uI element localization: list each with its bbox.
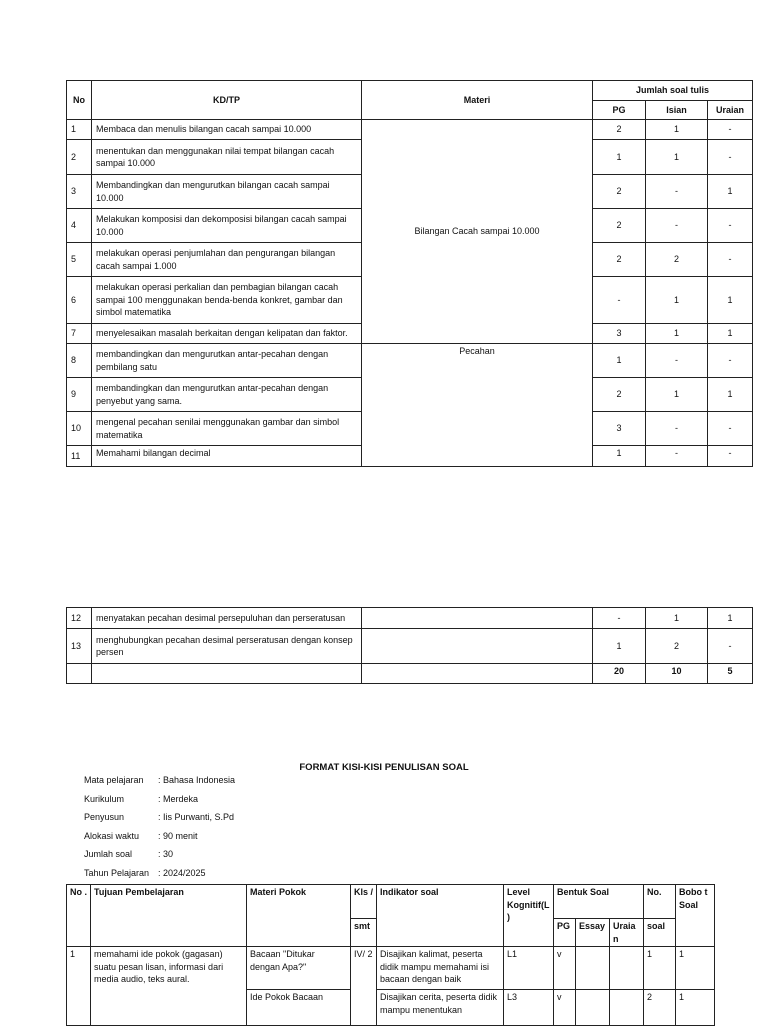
row-pg: 2 [593, 120, 646, 140]
meta-row [84, 867, 235, 886]
row-no: 1 [67, 947, 91, 1026]
header-tujuan: Tujuan Pembelajaran [91, 885, 247, 947]
row-uraian: - [708, 140, 753, 175]
header-essay: Essay [576, 919, 610, 947]
row-essay [576, 947, 610, 990]
row-kd: Memahami bilangan decimal [92, 446, 362, 467]
row-pg: 3 [593, 324, 646, 344]
format-title: FORMAT KISI-KISI PENULISAN SOAL [299, 762, 469, 773]
row-isian: 1 [646, 120, 708, 140]
row-no: 1 [67, 120, 92, 140]
total-pg: 20 [593, 664, 646, 684]
row-pg: 2 [593, 378, 646, 412]
header-smt: smt [351, 919, 377, 947]
meta-key: Alokasi waktu [84, 830, 140, 841]
table-row [67, 608, 753, 629]
row-kd: melakukan operasi perkalian dan pembagian bilangan cacah sampai 100 menggunakan benda-benda konkret, gambar dan simbol matematika [92, 277, 362, 324]
row-essay [576, 990, 610, 1026]
table-row [67, 629, 753, 664]
row-uraian: - [708, 629, 753, 664]
row-kd: menentukan dan menggunakan nilai tempat bilangan cacah sampai 10.000 [92, 140, 362, 175]
row-isian: 2 [646, 243, 708, 277]
row-isian: - [646, 209, 708, 243]
row-isian: - [646, 446, 708, 467]
row-materi: Bacaan "Ditukar dengan Apa?" [247, 947, 351, 990]
row-no: 5 [67, 243, 92, 277]
row-no: 11 [67, 446, 92, 467]
row-tujuan: memahami ide pokok (gagasan) suatu pesan lisan, informasi dari media audio, teks aural. [91, 947, 247, 1026]
row-uraian: - [708, 243, 753, 277]
format-meta [84, 774, 235, 885]
header-materi: Materi [362, 81, 593, 120]
header-kd: KD/TP [92, 81, 362, 120]
table-row [67, 344, 753, 378]
meta-row [84, 848, 235, 867]
row-kd: melakukan operasi penjumlahan dan pengurangan bilangan cacah sampai 1.000 [92, 243, 362, 277]
row-uraian: - [708, 120, 753, 140]
meta-value: : Iis Purwanti, S.Pd [158, 812, 235, 822]
row-level: L1 [504, 947, 554, 990]
meta-row [84, 793, 235, 812]
row-kd: mengenal pecahan senilai menggunakan gambar dan simbol matematika [92, 412, 362, 446]
row-no: 10 [67, 412, 92, 446]
header-kls: Kls / [351, 885, 377, 919]
row-isian: 1 [646, 378, 708, 412]
row-no: 7 [67, 324, 92, 344]
row-kd: menyatakan pecahan desimal persepuluhan dan perseratusan [92, 608, 362, 629]
table-row [67, 947, 715, 990]
row-pg: 1 [593, 140, 646, 175]
header-uraian: Uraia n [610, 919, 644, 947]
row-kd: menghubungkan pecahan desimal perseratusan dengan konsep persen [92, 629, 362, 664]
row-isian: 1 [646, 140, 708, 175]
kd-table [66, 80, 753, 467]
row-uraian: - [708, 344, 753, 378]
row-no: 8 [67, 344, 92, 378]
row-indikator: Disajikan cerita, peserta didik mampu menentukan [377, 990, 504, 1026]
meta-row [84, 811, 235, 830]
row-soal: 2 [644, 990, 676, 1026]
total-uraian: 5 [708, 664, 753, 684]
header-indikator: Indikator soal [377, 885, 504, 947]
header-pg: PG [554, 919, 576, 947]
kd-table-continued [66, 607, 753, 684]
row-no: 9 [67, 378, 92, 412]
row-uraian: - [708, 446, 753, 467]
row-bobot: 1 [676, 947, 715, 990]
row-soal: 1 [644, 947, 676, 990]
total-isian: 10 [646, 664, 708, 684]
row-pg: 1 [593, 629, 646, 664]
meta-key: Kurikulum [84, 793, 125, 804]
row-uraian: 1 [708, 175, 753, 209]
meta-key: Mata pelajaran [84, 775, 144, 785]
materi-cell: Bilangan Cacah sampai 10.000 [362, 120, 593, 344]
materi-cell [362, 608, 593, 629]
meta-row [84, 830, 235, 849]
row-uraian: - [708, 209, 753, 243]
row-isian: 1 [646, 324, 708, 344]
header-no: No [67, 81, 92, 120]
meta-key: Tahun Pelajaran [84, 867, 150, 878]
meta-value: : Bahasa Indonesia [158, 775, 236, 785]
row-pg: 2 [593, 243, 646, 277]
header-soal: soal [644, 919, 676, 947]
row-no: 6 [67, 277, 92, 324]
row-isian: - [646, 344, 708, 378]
row-isian: 1 [646, 277, 708, 324]
row-isian: - [646, 175, 708, 209]
total-row [67, 664, 753, 684]
row-uraian: - [708, 412, 753, 446]
row-level: L3 [504, 990, 554, 1026]
row-uraian: 1 [708, 324, 753, 344]
meta-key: Jumlah soal [84, 849, 133, 859]
materi-cell: Pecahan [362, 344, 593, 467]
row-no: 4 [67, 209, 92, 243]
row-pg: 1 [593, 344, 646, 378]
row-uraian: 1 [708, 608, 753, 629]
header-bobot: Bobo t Soal [676, 885, 715, 947]
meta-value: : 90 menit [158, 830, 198, 841]
header-bentuk-soal: Bentuk Soal [554, 885, 644, 919]
row-no: 2 [67, 140, 92, 175]
row-pg: v [554, 990, 576, 1026]
row-indikator: Disajikan kalimat, peserta didik mampu memahami isi bacaan dengan baik [377, 947, 504, 990]
row-kd: membandingkan dan mengurutkan antar-pecahan dengan pembilang satu [92, 344, 362, 378]
row-isian: - [646, 412, 708, 446]
table-row [67, 120, 753, 140]
total-materi [362, 664, 593, 684]
header-no-soal: No. [644, 885, 676, 919]
row-kd: Membandingkan dan mengurutkan bilangan cacah sampai 10.000 [92, 175, 362, 209]
row-pg: 2 [593, 175, 646, 209]
row-kd: membandingkan dan mengurutkan antar-pecahan dengan penyebut yang sama. [92, 378, 362, 412]
header-jumlah-soal: Jumlah soal tulis [593, 81, 753, 101]
total-kd [92, 664, 362, 684]
materi-cell [362, 629, 593, 664]
row-pg: 3 [593, 412, 646, 446]
row-no: 12 [67, 608, 92, 629]
header-isian: Isian [646, 101, 708, 120]
header-materi-pokok: Materi Pokok [247, 885, 351, 947]
row-pg: - [593, 277, 646, 324]
meta-value: : Merdeka [158, 793, 199, 804]
row-no: 3 [67, 175, 92, 209]
row-materi: Ide Pokok Bacaan [247, 990, 351, 1026]
row-kls: IV/ 2 [351, 947, 377, 1026]
header-pg: PG [593, 101, 646, 120]
row-pg: v [554, 947, 576, 990]
meta-value: : 2024/2025 [158, 867, 206, 878]
meta-row [84, 774, 235, 793]
row-pg: 2 [593, 209, 646, 243]
meta-key: Penyusun [84, 812, 125, 822]
row-uraian: 1 [708, 277, 753, 324]
row-pg: - [593, 608, 646, 629]
total-no [67, 664, 92, 684]
row-kd: Membaca dan menulis bilangan cacah sampai 10.000 [92, 120, 362, 140]
row-uraian [610, 947, 644, 990]
row-uraian [610, 990, 644, 1026]
header-level: Level Kognitif(L ) [504, 885, 554, 947]
row-isian: 2 [646, 629, 708, 664]
row-no: 13 [67, 629, 92, 664]
row-pg: 1 [593, 446, 646, 467]
row-kd: Melakukan komposisi dan dekomposisi bilangan cacah sampai 10.000 [92, 209, 362, 243]
header-no: No . [67, 885, 91, 947]
header-uraian: Uraian [708, 101, 753, 120]
row-isian: 1 [646, 608, 708, 629]
row-kd: menyelesaikan masalah berkaitan dengan kelipatan dan faktor. [92, 324, 362, 344]
meta-value: : 30 [158, 849, 174, 859]
row-bobot: 1 [676, 990, 715, 1026]
kisi-kisi-table [66, 884, 715, 1026]
row-uraian: 1 [708, 378, 753, 412]
